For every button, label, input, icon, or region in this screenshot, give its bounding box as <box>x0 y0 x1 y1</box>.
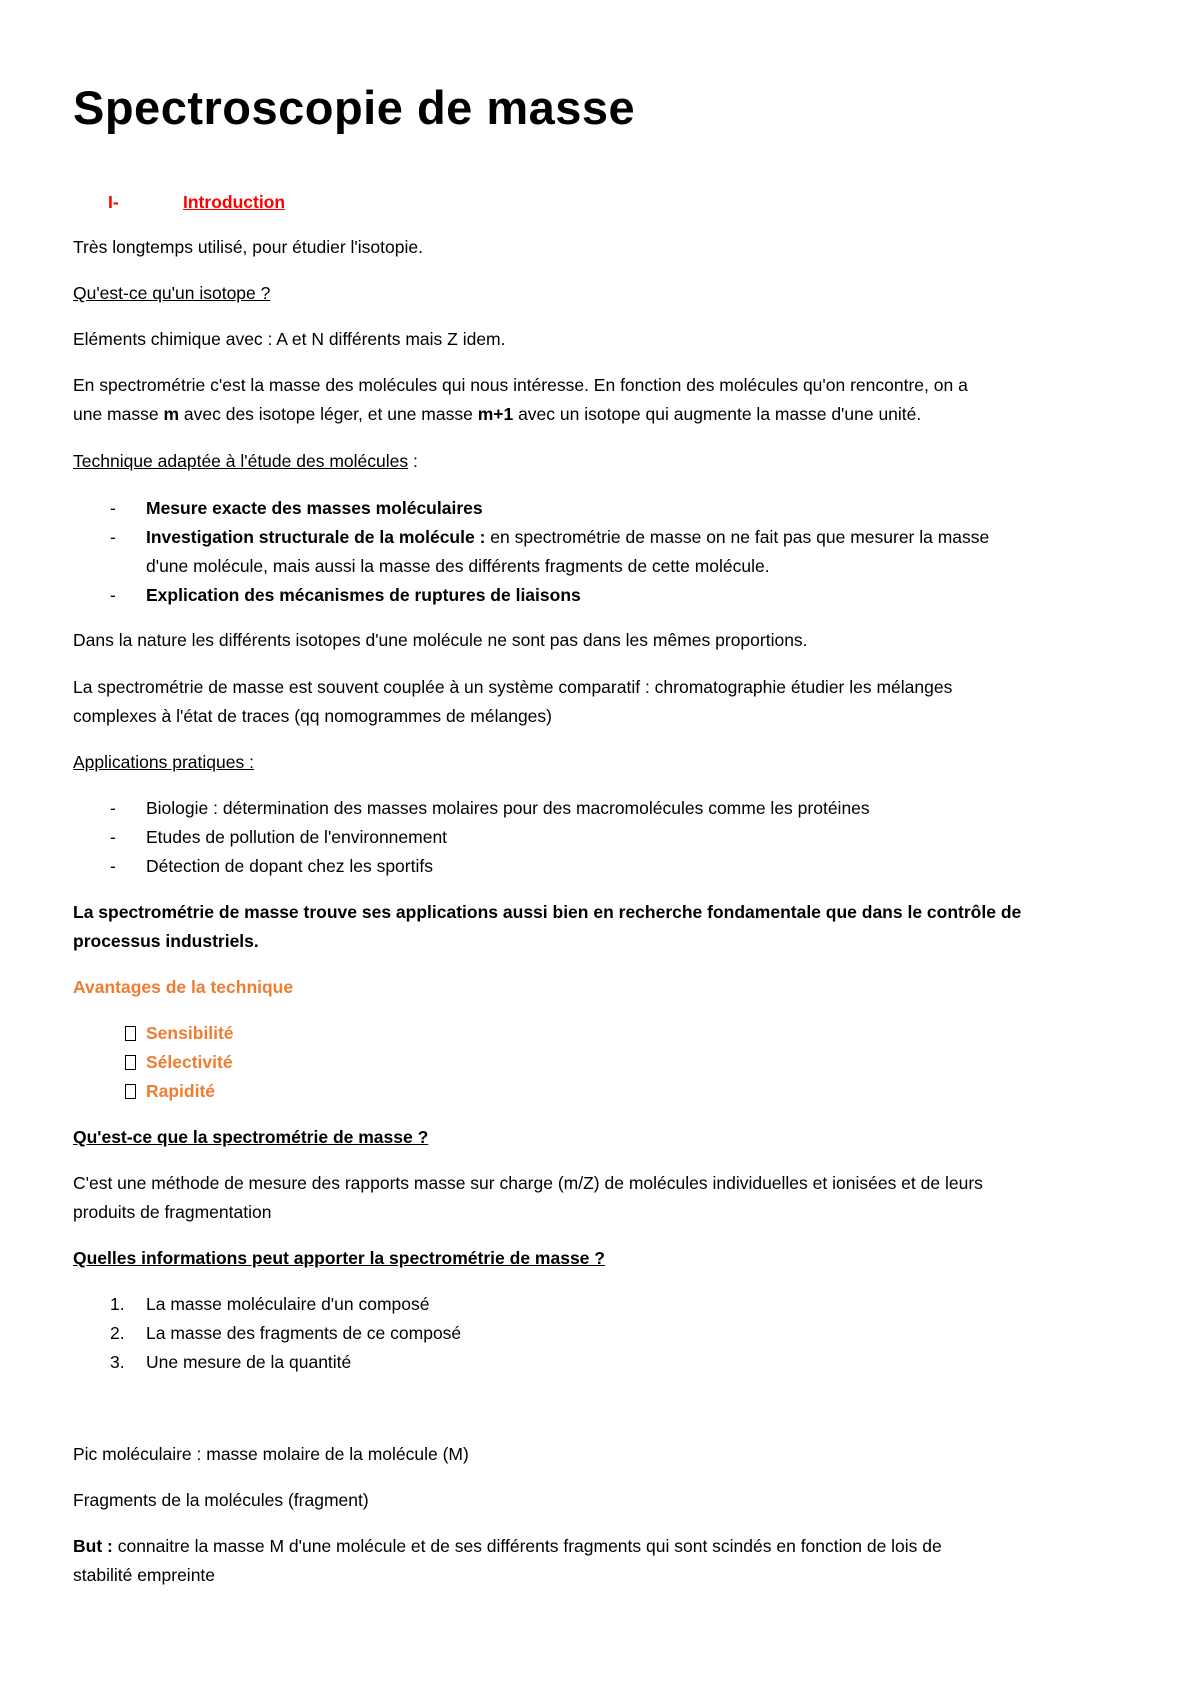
text-segment: une masse <box>73 404 164 424</box>
paragraph-methode-line2: produits de fragmentation <box>73 1202 272 1222</box>
but-label: But : <box>73 1536 113 1556</box>
paragraph-recherche-line2: processus industriels. <box>73 931 259 951</box>
section-heading-introduction: Introduction <box>183 192 286 212</box>
text-segment: : <box>408 451 418 471</box>
avantage-item-sensibilite: Sensibilité <box>146 1023 234 1043</box>
text-segment: Investigation structurale de la molécule : <box>146 527 486 547</box>
avantage-item-rapidite: Rapidité <box>146 1081 216 1101</box>
application-item-biologie: Biologie : détermination des masses molaires pour des macromolécules comme les protéines <box>146 798 870 818</box>
paragraph-couplee-line2: complexes à l'état de traces (qq nomogrammes de mélanges) <box>73 706 552 726</box>
paragraph-but-line1 <box>73 1532 942 1561</box>
paragraph-couplee-line1: La spectrométrie de masse est souvent couplée à un système comparatif : chromatographie étudier les mélanges <box>73 677 953 697</box>
text-segment: avec un isotope qui augmente la masse d'une unité. <box>513 404 922 424</box>
bullet-dash: - <box>110 798 116 818</box>
question-isotope: Qu'est-ce qu'un isotope ? <box>73 283 271 303</box>
mass-m: m <box>163 404 180 424</box>
checkbox-square-icon <box>125 1055 136 1070</box>
bullet-dash: - <box>110 527 116 547</box>
info-item-masse-fragments: La masse des fragments de ce composé <box>146 1323 462 1343</box>
checkbox-square-icon <box>125 1026 136 1041</box>
text-segment: connaitre la masse M d'une molécule et de ses différents fragments qui sont scindés en fonction de lois de <box>112 1536 942 1556</box>
checkbox-square-icon <box>125 1084 136 1099</box>
info-item-masse-moleculaire: La masse moléculaire d'un composé <box>146 1294 430 1314</box>
paragraph-fragments: Fragments de la molécules (fragment) <box>73 1490 369 1510</box>
bullet-dash: - <box>110 585 116 605</box>
paragraph-isotopie: Très longtemps utilisé, pour étudier l'isotopie. <box>73 237 423 257</box>
paragraph-spectrometrie-line1: En spectrométrie c'est la masse des molécules qui nous intéresse. En fonction des molécules qu'on rencontre, on a <box>73 375 968 395</box>
section-number: I- <box>108 192 119 212</box>
text-segment: en spectrométrie de masse on ne fait pas que mesurer la masse <box>485 527 990 547</box>
technique-item-investigation-line2: d'une molécule, mais aussi la masse des différents fragments de cette molécule. <box>146 556 770 576</box>
application-item-pollution: Etudes de pollution de l'environnement <box>146 827 448 847</box>
avantages-heading: Avantages de la technique <box>73 977 294 997</box>
avantage-item-selectivite: Sélectivité <box>146 1052 233 1072</box>
paragraph-elements: Eléments chimique avec : A et N différents mais Z idem. <box>73 329 506 349</box>
bullet-dash: - <box>110 827 116 847</box>
paragraph-spectrometrie-line2 <box>73 400 921 429</box>
paragraph-but-line2: stabilité empreinte <box>73 1565 216 1585</box>
technique-item-mesure: Mesure exacte des masses moléculaires <box>146 498 483 518</box>
technique-heading-line <box>73 447 418 476</box>
list-number: 3. <box>110 1352 125 1372</box>
question-informations: Quelles informations peut apporter la spectrométrie de masse ? <box>73 1248 605 1268</box>
page-title: Spectroscopie de masse <box>73 81 636 134</box>
paragraph-pic-moleculaire: Pic moléculaire : masse molaire de la molécule (M) <box>73 1444 469 1464</box>
bullet-dash: - <box>110 856 116 876</box>
paragraph-recherche-line1: La spectrométrie de masse trouve ses applications aussi bien en recherche fondamentale que dans le contrôle de <box>73 902 1022 922</box>
info-item-quantite: Une mesure de la quantité <box>146 1352 352 1372</box>
application-item-dopant: Détection de dopant chez les sportifs <box>146 856 433 876</box>
list-number: 2. <box>110 1323 125 1343</box>
question-spectrometrie: Qu'est-ce que la spectrométrie de masse ? <box>73 1127 429 1147</box>
bullet-dash: - <box>110 498 116 518</box>
technique-item-investigation <box>146 523 989 552</box>
technique-item-explication: Explication des mécanismes de ruptures de liaisons <box>146 585 581 605</box>
technique-heading: Technique adaptée à l'étude des molécules <box>73 451 409 471</box>
text-segment: avec des isotope léger, et une masse <box>179 404 478 424</box>
paragraph-methode-line1: C'est une méthode de mesure des rapports masse sur charge (m/Z) de molécules individuelles et ionisées et de leurs <box>73 1173 983 1193</box>
list-number: 1. <box>110 1294 125 1314</box>
applications-heading: Applications pratiques : <box>73 752 254 772</box>
paragraph-nature: Dans la nature les différents isotopes d'une molécule ne sont pas dans les mêmes proportions. <box>73 630 808 650</box>
mass-m-plus-1: m+1 <box>477 404 514 424</box>
